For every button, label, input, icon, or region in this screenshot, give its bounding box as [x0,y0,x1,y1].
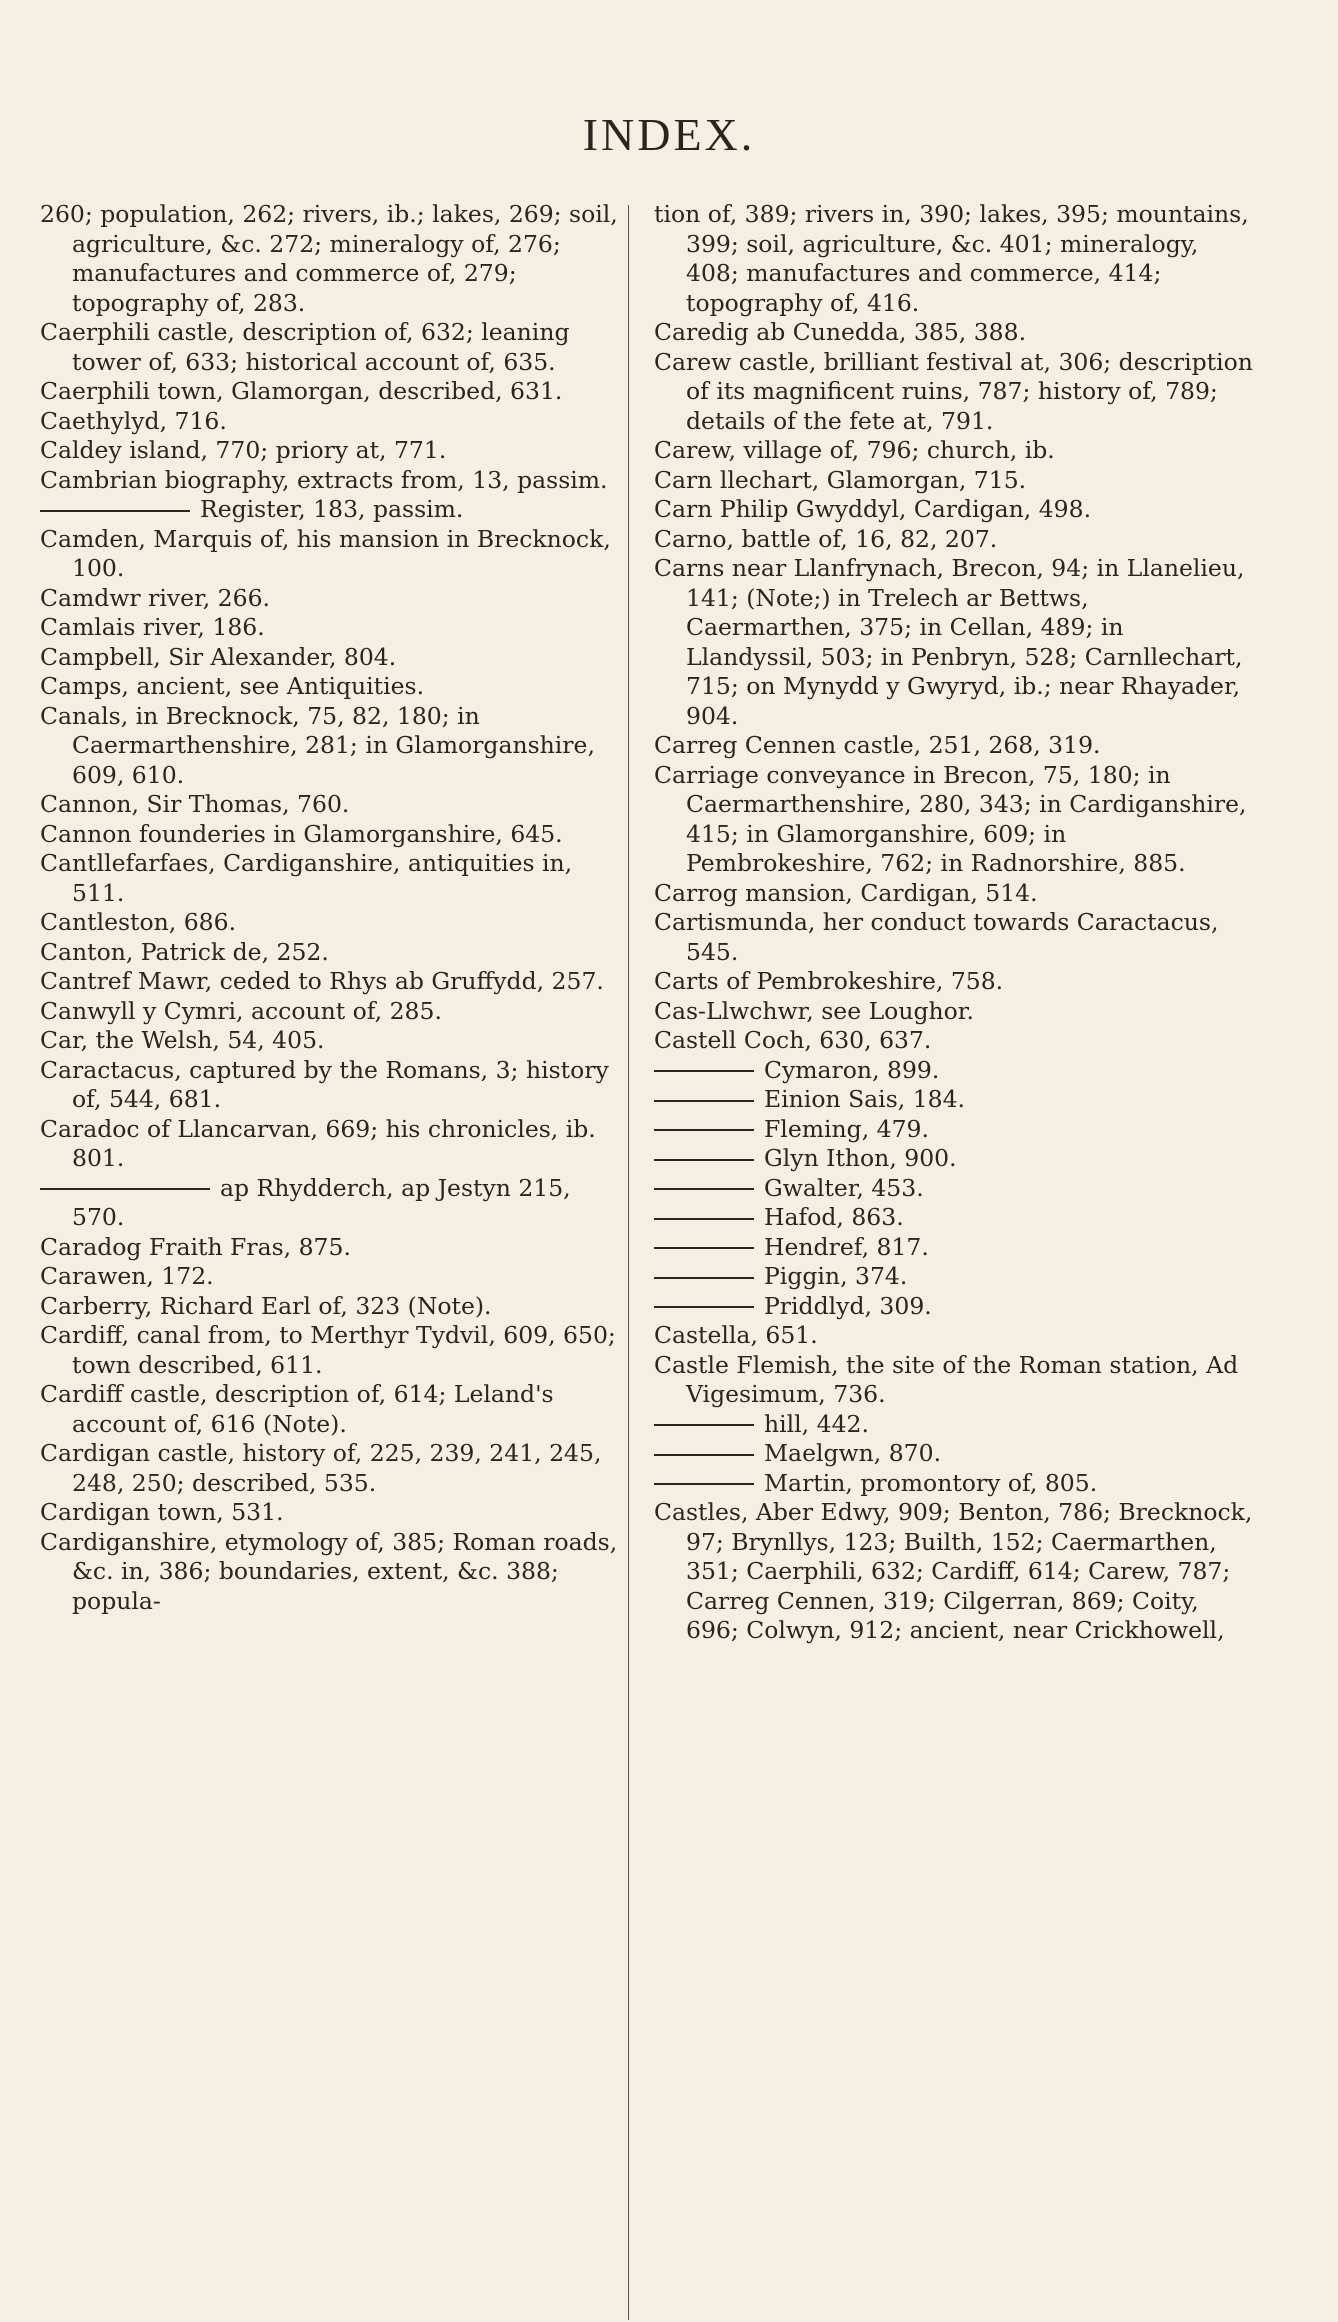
index-entry: Carberry, Richard Earl of, 323 (Note). [40,1291,492,1320]
index-entry: Cardigan castle, history of, 225, 239, 241, 245, 248, 250; described, 535. [40,1439,602,1497]
index-subentry: Hafod, 863. [654,1203,1256,1233]
index-entry: Canwyll y Cymri, account of, 285. [40,996,442,1025]
index-entry: Caldey island, 770; priory at, 771. [40,436,447,464]
index-subentry: Einion Sais, 184. [654,1085,1256,1115]
index-entry: Cambrian biography, extracts from, 13, passim. [40,465,608,494]
index-entry: Cardigan town, 531. [40,1498,284,1526]
index-subentry: Cymaron, 899. [654,1056,1256,1086]
index-entry: Camdwr river, 266. [40,583,270,612]
ditto-dash [40,510,190,512]
page-title: INDEX. [582,109,756,160]
index-entry: Caradoc of Llancarvan, 669; his chronicles, ib. 801. [40,1114,596,1172]
ditto-dash [654,1424,754,1426]
index-entry: Carew castle, brilliant festival at, 306; description of its magnificent ruins, 787; history of, 789; details of the fete at, 791. [654,347,1253,435]
index-entry: Castell Coch, 630, 637. [654,1026,932,1054]
index-entry: Cantref Mawr, ceded to Rhys ab Gruffydd, 257. [40,967,604,995]
ditto-dash [654,1483,754,1485]
column-divider [628,205,629,2320]
index-entry: Campbell, Sir Alexander, 804. [40,642,397,671]
index-subentry: ap Rhydderch, ap Jestyn 215, 570. [40,1174,620,1233]
index-entry: Cannon, Sir Thomas, 760. [40,790,350,818]
index-entry: Carawen, 172. [40,1262,214,1290]
index-entry: Carns near Llanfrynach, Brecon, 94; in Llanelieu, 141; (Note;) in Trelech ar Bettws, Caermarthen, 375; in Cellan, 489; in Llandyssil, 503; in Penbryn, 528; Carnllechart, 715; on Mynydd y Gwyryd, ib.; near Rhayader, 904. [654,554,1245,730]
index-entry: Carew, village of, 796; church, ib. [654,436,1055,464]
index-subentry: Glyn Ithon, 900. [654,1144,1256,1174]
index-entry: Camlais river, 186. [40,613,265,641]
ditto-dash [654,1247,754,1249]
index-entry: Castella, 651. [654,1321,818,1349]
index-subentry: Maelgwn, 870. [654,1439,1256,1469]
index-subentry: Fleming, 479. [654,1115,1256,1145]
ditto-dash [654,1454,754,1456]
ditto-dash [40,1188,210,1190]
index-entry: Cardiganshire, etymology of, 385; Roman roads, &c. in, 386; boundaries, extent, &c. 388; popula- [40,1527,618,1615]
index-entry: Cannon founderies in Glamorganshire, 645. [40,819,563,848]
ditto-dash [654,1306,754,1308]
index-subentry: Priddlyd, 309. [654,1292,1256,1322]
index-entry: Caradog Fraith Fras, 875. [40,1232,351,1261]
index-subentry: hill, 442. [654,1410,1256,1440]
index-entry: Caerphili castle, description of, 632; leaning tower of, 633; historical account of, 635. [40,318,570,376]
index-entry: Cardiff castle, description of, 614; Leland's account of, 616 (Note). [40,1380,554,1438]
index-subentry: Hendref, 817. [654,1233,1256,1263]
index-entry: Carts of Pembrokeshire, 758. [654,967,1004,995]
index-entry: Carn llechart, Glamorgan, 715. [654,465,1027,494]
index-subentry: Register, 183, passim. [40,495,620,525]
right-column [654,200,1256,1646]
ditto-dash [654,1100,754,1102]
index-entry: Castle Flemish, the site of the Roman station, Ad Vigesimum, 736. [654,1350,1239,1408]
index-entry: Car, the Welsh, 54, 405. [40,1026,325,1054]
index-entry: Caractacus, captured by the Romans, 3; history of, 544, 681. [40,1055,609,1113]
ditto-dash [654,1277,754,1279]
ditto-dash [654,1070,754,1072]
index-entry: Cartismunda, her conduct towards Caractacus, 545. [654,908,1219,966]
index-entry: Carriage conveyance in Brecon, 75, 180; in Caermarthenshire, 280, 343; in Cardiganshire, 415; in Glamorganshire, 609; in Pembrokeshire, 762; in Radnorshire, 885. [654,760,1247,877]
left-column [40,200,620,1616]
index-entry: Carrog mansion, Cardigan, 514. [654,878,1038,907]
index-entry: Cantllefarfaes, Cardiganshire, antiquities in, 511. [40,849,573,907]
index-entry: Carreg Cennen castle, 251, 268, 319. [654,731,1101,759]
index-entry: Carno, battle of, 16, 82, 207. [654,524,998,553]
index-entry: tion of, 389; rivers in, 390; lakes, 395; mountains, 399; soil, agriculture, &c. 401; mineralogy, 408; manufactures and commerce, 414; topography of, 416. [654,200,1249,317]
index-entry: Canton, Patrick de, 252. [40,937,329,966]
index-entry: Castles, Aber Edwy, 909; Benton, 786; Brecknock, 97; Brynllys, 123; Builth, 152; Caermarthen, 351; Caerphili, 632; Cardiff, 614; Carew, 787; Carreg Cennen, 319; Cilgerran, 869; Coity, 696; Colwyn, 912; ancient, near Crickhowell, [654,1498,1253,1644]
index-entry: 260; population, 262; rivers, ib.; lakes, 269; soil, agriculture, &c. 272; mineralogy of, 276; manufactures and commerce of, 279; topography of, 283. [40,200,618,317]
ditto-dash [654,1188,754,1190]
ditto-dash [654,1129,754,1131]
ditto-dash [654,1159,754,1161]
index-entry: Camden, Marquis of, his mansion in Brecknock, 100. [40,524,611,582]
index-entry: Cardiff, canal from, to Merthyr Tydvil, 609, 650; town described, 611. [40,1321,616,1379]
index-entry: Caredig ab Cunedda, 385, 388. [654,318,1027,346]
index-subentry: Martin, promontory of, 805. [654,1469,1256,1499]
ditto-dash [654,1218,754,1220]
index-subentry: Gwalter, 453. [654,1174,1256,1204]
index-subentry: Piggin, 374. [654,1262,1256,1292]
index-entry: Cantleston, 686. [40,908,237,936]
index-entry: Carn Philip Gwyddyl, Cardigan, 498. [654,495,1092,523]
index-entry: Cas-Llwchwr, see Loughor. [654,996,974,1025]
index-entry: Caerphili town, Glamorgan, described, 631. [40,377,563,405]
index-entry: Camps, ancient, see Antiquities. [40,672,425,700]
index-entry: Caethylyd, 716. [40,406,227,435]
index-entry: Canals, in Brecknock, 75, 82, 180; in Caermarthenshire, 281; in Glamorganshire, 609, 610. [40,701,595,789]
